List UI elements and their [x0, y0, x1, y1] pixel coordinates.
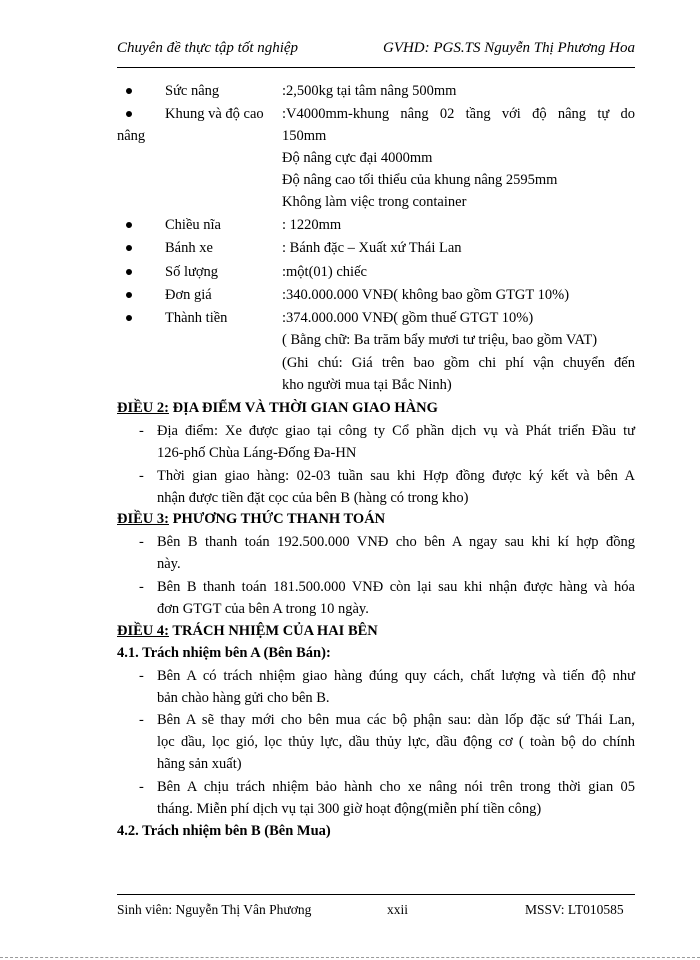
spec-label-cont: nâng — [117, 128, 146, 144]
list-item-cont: bản chào hàng gửi cho bên B. — [157, 690, 330, 706]
spec-value: : Bánh đặc – Xuất xứ Thái Lan — [282, 240, 462, 256]
article-4-title: TRÁCH NHIỆM CỦA HAI BÊN — [168, 623, 378, 639]
list-item-cont: tháng. Miễn phí dịch vụ tại 300 giờ hoạt động(miễn phí tiền công) — [157, 801, 542, 817]
dash-icon: - — [139, 468, 144, 484]
spec-value-extra: (Ghi chú: Giá trên bao gồm chi phí vận chuyển đến — [282, 355, 635, 371]
spec-label: Khung và độ cao — [165, 106, 264, 122]
article-4-prefix: ĐIỀU 4: — [117, 623, 169, 639]
dash-icon: - — [139, 668, 144, 684]
bullet-icon — [126, 292, 132, 298]
spec-label: Đơn giá — [165, 287, 212, 303]
spec-value: :một(01) chiếc — [282, 264, 367, 280]
article-3-prefix: ĐIỀU 3: — [117, 511, 169, 527]
article-4-heading — [117, 621, 378, 641]
header-right: GVHD: PGS.TS Nguyễn Thị Phương Hoa — [382, 40, 635, 56]
spec-value: :V4000mm-khung nâng 02 tầng với độ nâng tự do — [282, 106, 635, 122]
footer-mssv: MSSV: LT010585 — [525, 902, 624, 917]
list-item-cont: nhận được tiền đặt cọc của bên B (hàng có trong kho) — [157, 490, 469, 506]
subsection-4-2-heading: 4.2. Trách nhiệm bên B (Bên Mua) — [117, 823, 331, 839]
list-item: Bên A sẽ thay mới cho bên mua các bộ phận sau: dàn lốp đặc sứ Thái Lan, — [157, 712, 635, 728]
page-break-line — [0, 957, 700, 958]
bullet-icon — [126, 269, 132, 275]
spec-label: Số lượng — [165, 264, 218, 280]
list-item: Địa điểm: Xe được giao tại công ty Cổ phần dịch vụ và Phát triển Đầu tư — [157, 423, 635, 439]
list-item: Bên A có trách nhiệm giao hàng đúng quy cách, chất lượng và tiến độ như — [157, 668, 635, 684]
dash-icon: - — [139, 579, 144, 595]
article-3-title: PHƯƠNG THỨC THANH TOÁN — [168, 511, 386, 527]
article-3-heading — [117, 509, 385, 529]
spec-label: Bánh xe — [165, 240, 213, 256]
bullet-icon — [126, 88, 132, 94]
list-item-cont: đơn GTGT của bên A trong 10 ngày. — [157, 601, 369, 617]
footer-student: Sinh viên: Nguyễn Thị Vân Phương — [117, 902, 312, 917]
header-left: Chuyên đề thực tập tốt nghiệp — [117, 40, 299, 56]
bullet-icon — [126, 315, 132, 321]
list-item-cont: này. — [157, 556, 181, 572]
list-item: Bên A chịu trách nhiệm bảo hành cho xe nâng nói trên trong thời gian 05 — [157, 779, 635, 795]
footer-page-number: xxii — [387, 902, 409, 917]
spec-label: Sức nâng — [165, 83, 220, 99]
list-item: Bên B thanh toán 192.500.000 VNĐ cho bên A ngay sau khi kí hợp đồng — [157, 534, 635, 550]
spec-value-extra: ( Bằng chữ: Ba trăm bẩy mươi tư triệu, bao gồm VAT) — [282, 332, 598, 348]
spec-value-extra: 150mm — [282, 128, 327, 144]
subsection-4-1-heading: 4.1. Trách nhiệm bên A (Bên Bán): — [117, 645, 331, 661]
article-2-prefix: ĐIỀU 2: — [117, 400, 169, 416]
bullet-icon — [126, 245, 132, 251]
list-item-cont: lọc dầu, lọc gió, lọc thủy lực, dầu thủy lực, dầu động cơ ( toàn bộ do chính — [157, 734, 635, 750]
article-2-title: ĐỊA ĐIỂM VÀ THỜI GIAN GIAO HÀNG — [168, 400, 438, 416]
list-item-cont: 126-phố Chùa Láng-Đống Đa-HN — [157, 445, 357, 461]
header-divider — [117, 67, 635, 68]
list-item-cont: hãng sản xuất) — [157, 756, 242, 772]
spec-value-extra: kho người mua tại Bắc Ninh) — [282, 377, 452, 393]
spec-label: Chiều nĩa — [165, 217, 221, 233]
bullet-icon — [126, 222, 132, 228]
list-item: Bên B thanh toán 181.500.000 VNĐ còn lại sau khi nhận được hàng và hóa — [157, 579, 635, 595]
spec-value-extra: Độ nâng cực đại 4000mm — [282, 150, 433, 166]
spec-value: : 1220mm — [282, 217, 342, 233]
list-item: Thời gian giao hàng: 02-03 tuần sau khi Hợp đồng được ký kết và bên A — [157, 468, 635, 484]
spec-label: Thành tiền — [165, 310, 228, 326]
spec-value: :374.000.000 VNĐ( gồm thuế GTGT 10%) — [282, 310, 534, 326]
article-2-heading — [117, 398, 438, 418]
dash-icon: - — [139, 779, 144, 795]
bullet-icon — [126, 111, 132, 117]
page-header — [117, 40, 635, 62]
footer-divider — [117, 894, 635, 895]
spec-value-extra: Độ nâng cao tối thiểu của khung nâng 2595mm — [282, 172, 558, 188]
dash-icon: - — [139, 712, 144, 728]
dash-icon: - — [139, 534, 144, 550]
spec-value: :2,500kg tại tâm nâng 500mm — [282, 83, 457, 99]
dash-icon: - — [139, 423, 144, 439]
spec-value: :340.000.000 VNĐ( không bao gồm GTGT 10%) — [282, 287, 570, 303]
spec-value-extra: Không làm việc trong container — [282, 194, 467, 210]
